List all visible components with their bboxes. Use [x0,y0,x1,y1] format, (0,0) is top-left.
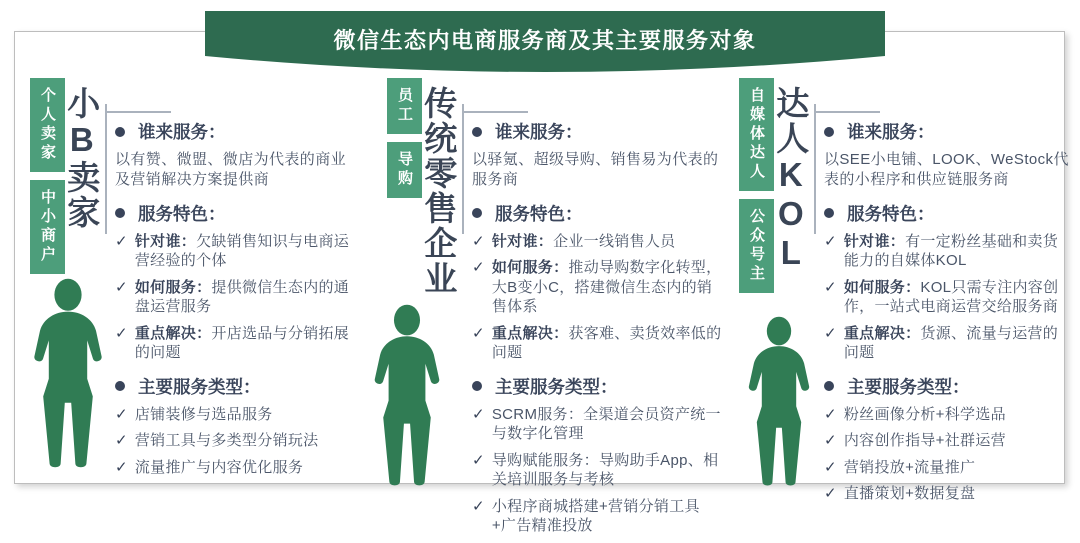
check-icon: ✓ [824,485,837,503]
bullet-dot-icon [472,208,482,218]
feature-text: 企业一线销售人员 [553,232,676,250]
bullet-dot-icon [472,381,482,391]
bracket-line [105,104,107,234]
audience-tag-shopping-guides: 导购 [387,142,422,198]
feature-item [824,232,1072,271]
feature-body [492,258,724,317]
service-type-text: 粉丝画像分析+科学选品 [843,405,1006,423]
feature-item [115,278,355,317]
audience-tags [387,78,422,198]
section-header-label: 服务特色： [495,203,583,224]
section-header-features [472,201,724,226]
check-icon: ✓ [472,232,485,250]
section-header-label: 谁来服务： [138,122,226,142]
service-type-item [824,405,1072,425]
section-header-label: 主要服务类型： [138,376,261,397]
check-icon: ✓ [824,324,837,342]
feature-item [115,324,355,363]
service-type-text: 小程序商城搭建+营销分销工具+广告精准投放 [491,497,700,535]
column-kol [739,78,1079,503]
feature-body [135,324,355,363]
check-icon: ✓ [472,497,485,515]
check-icon: ✓ [824,458,837,476]
check-icon: ✓ [115,405,128,423]
feature-text: 推动导购数字化转型，大B变小C，搭建微信生态内的销售体系 [491,259,722,316]
check-icon: ✓ [472,405,485,423]
bullet-dot-icon [824,208,834,218]
feature-item [472,258,724,317]
service-type-item [115,405,355,425]
service-type-item [824,458,1072,478]
section-header-types [472,374,724,399]
feature-text: 开店选品与分销拓展的问题 [134,324,350,362]
section-header-who [824,119,1072,144]
check-icon: ✓ [824,278,837,296]
feature-text: 获客难、卖货效率低的问题 [491,324,722,362]
section-header-features [824,201,1072,226]
check-icon: ✓ [115,432,128,450]
bracket-line [814,104,816,234]
feature-body [844,324,1072,363]
column-traditional-retail [387,78,727,535]
feature-item [115,232,355,271]
audience-tag-self-media: 自媒体达人 [739,78,774,191]
check-icon: ✓ [472,259,485,277]
column-content [824,108,1072,511]
ribbon-banner [205,11,885,91]
column-title: 传统零售企业 [420,86,458,296]
feature-label: 重点解决： [134,324,212,342]
who-description: 以驿氪、超级导购、销售易为代表的服务商 [472,151,719,188]
section-header-who [472,119,724,144]
service-type-text: 流量推广与内容优化服务 [134,458,304,476]
service-type-item [472,405,724,444]
feature-label: 如何服务： [491,259,569,277]
service-type-item [824,431,1072,451]
feature-body [492,232,676,252]
feature-label: 如何服务： [134,278,212,296]
service-type-item [115,458,355,478]
check-icon: ✓ [472,451,485,469]
service-type-text: 导购赋能服务：导购助手App、相关培训服务与考核 [491,451,719,489]
service-type-text: 直播策划+数据复盘 [843,485,976,503]
section-header-label: 谁来服务： [495,122,583,142]
feature-label: 重点解决： [491,324,569,342]
check-icon: ✓ [115,324,128,342]
bullet-dot-icon [115,381,125,391]
check-icon: ✓ [824,405,837,423]
feature-text: 货源、流量与运营的问题 [843,324,1059,362]
bullet-dot-icon [115,208,125,218]
feature-label: 重点解决： [843,324,921,342]
feature-label: 针对谁： [134,232,197,250]
section-header-types [115,374,355,399]
section-header-who [115,119,355,144]
service-type-item [472,451,724,490]
service-type-text: SCRM服务：全渠道会员资产统一与数字化管理 [491,405,721,443]
audience-tag-employees: 员工 [387,78,422,134]
check-icon: ✓ [115,458,128,476]
check-icon: ✓ [472,324,485,342]
service-type-text: 内容创作指导+社群运营 [843,432,1006,450]
bullet-dot-icon [824,381,834,391]
audience-tags [30,78,65,274]
service-type-text: 营销工具与多类型分销玩法 [134,432,319,450]
section-header-label: 服务特色： [138,203,226,224]
feature-body [135,232,355,271]
column-title: 达人KOL [772,86,810,273]
feature-label: 针对谁： [843,232,906,250]
audience-tag-sme-merchants: 中小商户 [30,180,65,274]
feature-label: 针对谁： [491,232,554,250]
bullet-dot-icon [115,127,125,137]
service-type-item [472,497,724,536]
feature-text: 欠缺销售知识与电商运营经验的个体 [134,232,350,270]
section-header-features [115,201,355,226]
check-icon: ✓ [824,432,837,450]
feature-body [492,324,724,363]
check-icon: ✓ [824,232,837,250]
section-header-label: 主要服务类型： [847,376,970,397]
feature-text: 有一定粉丝基础和卖货能力的自媒体KOL [843,232,1059,270]
audience-tags [739,78,774,293]
section-header-label: 谁来服务： [847,122,935,142]
feature-label: 如何服务： [843,278,921,296]
column-content [472,108,724,543]
section-header-label: 服务特色： [847,203,935,224]
person-silhouette-icon [735,316,823,488]
feature-item [824,278,1072,317]
section-header-types [824,374,1072,399]
bracket-line [462,104,464,234]
feature-body [844,232,1072,271]
audience-tag-official-account-owners: 公众号主 [739,199,774,293]
feature-item [824,324,1072,363]
service-type-text: 营销投放+流量推广 [843,458,976,476]
person-silhouette-icon [361,298,453,488]
column-content [115,108,355,484]
bullet-dot-icon [824,127,834,137]
check-icon: ✓ [115,232,128,250]
column-small-b-sellers [30,78,370,490]
service-type-item [824,484,1072,504]
who-description: 以SEE小电铺、LOOK、WeStock代表的小程序和供应链服务商 [824,151,1069,188]
who-description: 以有赞、微盟、微店为代表的商业及营销解决方案提供商 [115,151,347,188]
check-icon: ✓ [115,278,128,296]
feature-text: KOL只需专注内容创作，一站式电商运营交给服务商 [843,278,1059,316]
feature-item [472,232,724,252]
service-type-text: 店铺装修与选品服务 [134,405,273,423]
bullet-dot-icon [472,127,482,137]
feature-item [472,324,724,363]
feature-body [844,278,1072,317]
audience-tag-individual-sellers: 个人卖家 [30,78,65,172]
feature-text: 提供微信生态内的通盘运营服务 [134,278,350,316]
column-title: 小B卖家 [63,86,101,230]
banner-title: 微信生态内电商服务商及其主要服务对象 [333,28,757,53]
feature-body [135,278,355,317]
section-header-label: 主要服务类型： [495,376,618,397]
service-type-item [115,431,355,451]
person-silhouette-icon [20,274,116,470]
